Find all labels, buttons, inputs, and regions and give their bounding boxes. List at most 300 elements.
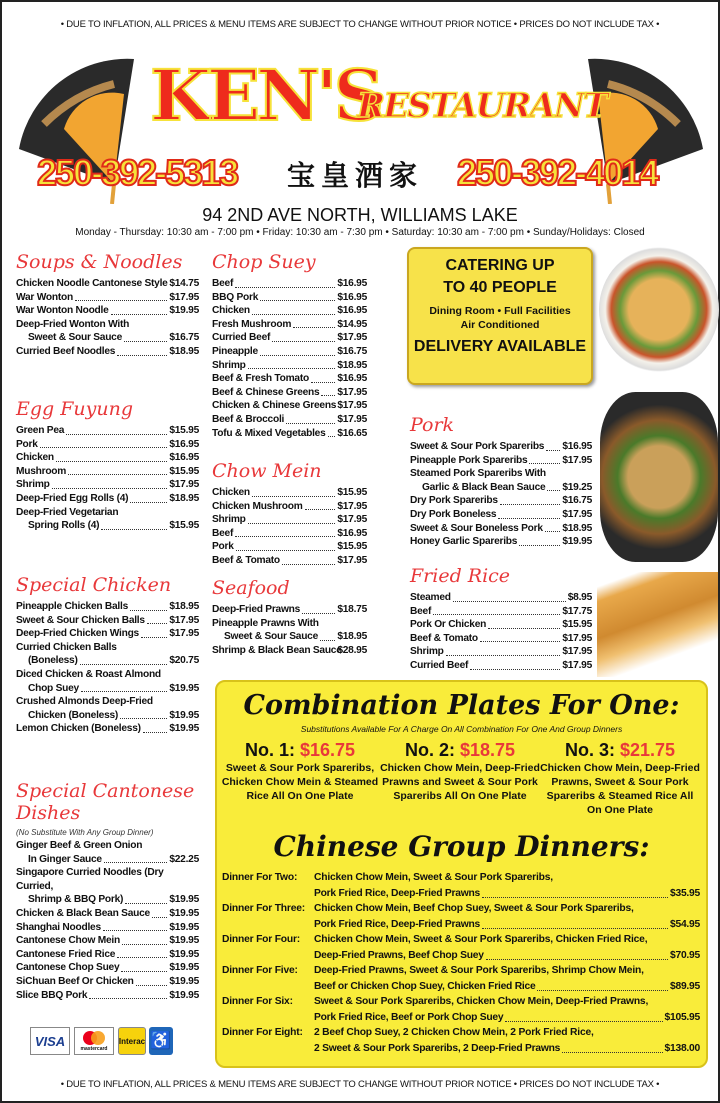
- item-name: Shrimp: [212, 359, 246, 371]
- section-egg-fuyung: [16, 398, 199, 533]
- dinner-items: Beef or Chicken Chop Suey, Chicken Fried Rice: [314, 980, 536, 992]
- dinner-label: Dinner For Four:: [222, 934, 301, 945]
- item-price: $18.75: [337, 604, 367, 615]
- item-price: $19.95: [169, 921, 199, 933]
- section-title: Chop Suey: [212, 251, 316, 273]
- item-name: Lemon Chicken (Boneless): [16, 723, 141, 735]
- menu-item: [16, 853, 199, 867]
- item-name: Curried Beef: [410, 659, 469, 671]
- item-price: $15.95: [169, 465, 199, 477]
- item-name: Steamed: [410, 592, 451, 603]
- item-name: Shrimp: [212, 514, 246, 526]
- item-name: Crushed Almonds Deep-Fried: [16, 696, 153, 708]
- combo-plate-1: [220, 740, 380, 803]
- item-name: Beef & Chinese Greens: [212, 386, 320, 398]
- dinner-line1: 2 Beef Chop Suey, 2 Chicken Chow Mein, 2 Pork Fried Rice,: [314, 1027, 594, 1038]
- dinner-price: $54.95: [670, 918, 700, 930]
- plate-label: No. 3:: [564, 740, 615, 760]
- dot-leader: [311, 382, 335, 383]
- accessible-icon: ♿: [149, 1027, 173, 1055]
- menu-item: [16, 519, 199, 533]
- item-name: Sweet & Sour Chicken Balls: [16, 614, 145, 626]
- dinner-items: Pork Fried Rice, Deep-Fried Prawns: [314, 918, 481, 930]
- plate-price: $16.75: [299, 740, 356, 760]
- item-price: $16.95: [337, 305, 367, 317]
- item-name: Dry Pork Spareribs: [410, 495, 498, 507]
- item-price: $15.95: [169, 425, 199, 436]
- item-name: Chicken: [212, 305, 250, 317]
- dinner-items: Pork Fried Rice, Deep-Fried Prawns: [314, 887, 481, 899]
- item-name: Curried Beef: [212, 332, 271, 344]
- dinner-label: Dinner For Five:: [222, 965, 298, 976]
- plate-desc: Sweet & Sour Pork Spareribs, Chicken Chow Mein & Steamed Rice All On One Plate: [221, 762, 379, 802]
- spacer: [222, 1010, 314, 1026]
- dinner-row: [222, 870, 700, 886]
- plate-label: No. 2:: [404, 740, 455, 760]
- dot-leader: [136, 985, 168, 986]
- dinner-line1: Chicken Chow Mein, Beef Chop Suey, Sweet & Sour Pork Spareribs,: [314, 903, 634, 914]
- menu-item: [16, 424, 199, 438]
- catering-line3: Dining Room • Full Facilities: [429, 305, 571, 317]
- item-name-cont: In Ginger Sauce: [28, 853, 102, 865]
- item-price: $19.95: [169, 682, 199, 694]
- item-name: Pineapple Pork Spareribs: [410, 454, 528, 466]
- plate-price: $21.75: [619, 740, 676, 760]
- menu-item-line: [16, 695, 199, 709]
- dot-leader: [545, 531, 561, 532]
- item-price: $18.95: [169, 345, 199, 357]
- dinner-row-cont: [222, 979, 700, 995]
- item-price: $19.95: [169, 894, 199, 906]
- dot-leader: [121, 971, 167, 972]
- item-name: SiChuan Beef Or Chicken: [16, 975, 134, 987]
- menu-item: [16, 948, 199, 962]
- item-name: War Wonton: [16, 291, 73, 303]
- dot-leader: [500, 504, 561, 505]
- menu-item: [16, 654, 199, 668]
- item-name: Beef: [410, 605, 432, 617]
- item-price: $18.95: [169, 601, 199, 612]
- combo-title: Combination Plates For One:: [243, 690, 680, 721]
- item-name: Chicken Mushroom: [212, 500, 303, 512]
- item-price: $28.95: [337, 644, 367, 656]
- menu-item: [16, 331, 199, 345]
- item-name: Beef: [212, 527, 234, 539]
- dot-leader: [529, 463, 560, 464]
- item-name-cont: Chop Suey: [28, 682, 79, 694]
- dinner-items: 2 Sweet & Sour Pork Spareribs, 2 Deep-Fried Prawns: [314, 1042, 561, 1054]
- menu-item: [212, 372, 367, 386]
- item-price: $17.95: [337, 332, 367, 344]
- section-title: Special Chicken: [16, 574, 172, 596]
- menu-item: [16, 893, 199, 907]
- dot-leader: [260, 300, 335, 301]
- item-price: $19.95: [169, 989, 199, 1001]
- section-pork: [410, 414, 592, 549]
- item-price: $16.95: [562, 441, 592, 452]
- item-name: Pork Or Chicken: [410, 619, 487, 631]
- menu-item: [410, 605, 592, 619]
- dot-leader: [117, 355, 167, 356]
- dot-leader: [252, 496, 335, 497]
- item-name-cont: Chicken (Boneless): [28, 709, 119, 721]
- dot-leader: [498, 518, 560, 519]
- menu-item: [212, 500, 367, 514]
- item-name: Pineapple Prawns With: [212, 617, 319, 629]
- dot-leader: [433, 614, 560, 615]
- bottom-notice: • DUE TO INFLATION, ALL PRICES & MENU ITEMS ARE SUBJECT TO CHANGE WITHOUT PRIOR NOTICE • PRICES DO NOT INCLUDE TAX •: [60, 1079, 660, 1090]
- dinner-line1: Deep-Fried Prawns, Sweet & Sour Pork Spareribs, Shrimp Chow Mein,: [314, 965, 644, 976]
- item-price: $14.75: [169, 278, 199, 289]
- dot-leader: [122, 944, 167, 945]
- logo-restaurant: RESTAURANT: [357, 86, 607, 126]
- item-price: $15.95: [337, 541, 367, 553]
- item-name-cont: Sweet & Sour Sauce: [28, 332, 123, 344]
- menu-item: [16, 709, 199, 723]
- item-name: BBQ Pork: [212, 291, 259, 303]
- logo-kens: KEN'S: [150, 54, 381, 137]
- spacer: [222, 917, 314, 933]
- dinner-price: $35.95: [670, 887, 700, 899]
- item-price: $16.75: [562, 495, 592, 507]
- item-price: $17.95: [337, 514, 367, 526]
- item-price: $17.95: [562, 659, 592, 671]
- item-name: Cantonese Chow Mein: [16, 935, 120, 947]
- menu-item: [410, 535, 592, 549]
- menu-item: [212, 513, 367, 527]
- dinner-row-cont: [222, 917, 700, 933]
- dot-leader: [248, 368, 336, 369]
- spacer: [222, 886, 314, 902]
- item-name: Green Pea: [16, 425, 65, 436]
- menu-item: [16, 975, 199, 989]
- combo-plate-3: [540, 740, 700, 817]
- menu-item: [16, 304, 199, 318]
- catering-box: [407, 247, 593, 385]
- menu-item: [16, 492, 199, 506]
- dot-leader: [80, 664, 168, 665]
- group-dinners-title: Chinese Group Dinners:: [273, 830, 650, 863]
- spacer: [222, 979, 314, 995]
- mastercard-icon: [81, 1030, 107, 1046]
- menu-item: [212, 304, 367, 318]
- dot-leader: [248, 523, 336, 524]
- item-price: $17.95: [562, 508, 592, 520]
- dinner-line2: [314, 886, 700, 902]
- item-price: $19.25: [562, 481, 592, 493]
- section-fried-rice: [410, 565, 592, 673]
- item-price: $19.95: [562, 536, 592, 548]
- section-chow-mein: [212, 460, 367, 568]
- chinese-name: 宝皇酒家: [287, 159, 424, 192]
- item-price: $15.95: [562, 619, 592, 631]
- combo-subtitle: Substitutions Available For A Charge On All Combination For One And Group Dinners: [300, 724, 623, 734]
- dinner-line2: [314, 948, 700, 964]
- dot-leader: [293, 327, 335, 328]
- item-price: $16.95: [337, 291, 367, 303]
- noodle-dish-image: [599, 247, 719, 372]
- section-title: Chow Mein: [212, 460, 322, 482]
- visa-logo: VISA: [30, 1027, 70, 1055]
- chow-mein-image: [600, 392, 718, 562]
- dot-leader: [282, 564, 335, 565]
- menu-item-line: [16, 641, 199, 655]
- menu-item: [410, 659, 592, 673]
- menu-item: [16, 465, 199, 479]
- dinner-row-cont: [222, 1010, 700, 1026]
- dot-leader: [286, 423, 335, 424]
- menu-item: [212, 527, 367, 541]
- plate-price: $18.75: [459, 740, 516, 760]
- item-price: $19.95: [169, 935, 199, 947]
- item-price: $15.95: [337, 487, 367, 498]
- item-name: War Wonton Noodle: [16, 305, 109, 317]
- dinner-row: [222, 901, 700, 917]
- menu-item: [212, 427, 367, 441]
- item-name: Dry Pork Boneless: [410, 508, 497, 520]
- menu-item: [16, 921, 199, 935]
- menu-item: [16, 345, 199, 359]
- section-seafood: [212, 577, 367, 657]
- item-name: Chicken & Chinese Greens: [212, 400, 337, 412]
- menu-item: [212, 331, 367, 345]
- item-name: Chicken Noodle Cantonese Style: [16, 278, 168, 289]
- menu-item: [212, 277, 367, 291]
- menu-item-line: [16, 668, 199, 682]
- spring-rolls-image: [597, 572, 718, 677]
- dinner-line1: Sweet & Sour Pork Spareribs, Chicken Chow Mein, Deep-Fried Prawns,: [314, 996, 649, 1007]
- dot-leader: [321, 395, 335, 396]
- dot-leader: [470, 669, 560, 670]
- item-name: Pork: [16, 438, 38, 450]
- menu-item: [410, 494, 592, 508]
- item-name: Sweet & Sour Pork Spareribs: [410, 441, 545, 452]
- item-price: $16.95: [337, 527, 367, 539]
- item-name: Cantonese Fried Rice: [16, 948, 116, 960]
- menu-item: [16, 291, 199, 305]
- item-price: $17.95: [337, 386, 367, 398]
- item-price: $18.95: [562, 522, 592, 534]
- item-price: $16.75: [169, 332, 199, 344]
- menu-item: [16, 934, 199, 948]
- dinner-row-cont: [222, 948, 700, 964]
- dot-leader: [68, 474, 167, 475]
- interac-logo: Interac: [118, 1027, 146, 1055]
- item-price: $17.95: [169, 479, 199, 491]
- dot-leader: [101, 529, 167, 530]
- item-name: Curried Beef Noodles: [16, 345, 116, 357]
- catering-line1: CATERING UP: [445, 257, 555, 274]
- item-price: $17.95: [169, 628, 199, 640]
- dinner-label: Dinner For Eight:: [222, 1027, 303, 1038]
- dinner-row: [222, 963, 700, 979]
- menu-item: [212, 345, 367, 359]
- menu-item: [16, 989, 199, 1003]
- item-name: Slice BBQ Pork: [16, 989, 88, 1001]
- menu-item: [16, 451, 199, 465]
- item-price: $22.25: [169, 853, 199, 865]
- dot-leader: [152, 917, 167, 918]
- item-name: Ginger Beef & Green Onion: [16, 840, 143, 851]
- section-title: Soups & Noodles: [16, 251, 183, 273]
- dot-leader: [320, 640, 335, 641]
- dot-leader: [40, 447, 168, 448]
- dot-leader: [328, 436, 336, 437]
- item-price: $19.95: [169, 975, 199, 987]
- item-name-cont: (Boneless): [28, 655, 78, 667]
- dot-leader: [130, 502, 167, 503]
- catering-line2: TO 40 PEOPLE: [443, 279, 557, 296]
- item-price: $17.95: [562, 632, 592, 644]
- menu-item-line: [16, 318, 199, 332]
- dot-leader: [143, 732, 168, 733]
- dot-leader: [537, 990, 668, 991]
- dot-leader: [66, 434, 167, 435]
- menu-item: [16, 600, 199, 614]
- menu-item: [16, 907, 199, 921]
- item-name: Singapore Curried Noodles (Dry Curried,: [16, 867, 164, 892]
- item-price: $18.95: [337, 359, 367, 371]
- item-name: Fresh Mushroom: [212, 318, 292, 330]
- dot-leader: [81, 691, 167, 692]
- phone-number-2[interactable]: 250-392-4014: [457, 152, 658, 193]
- item-price: $16.65: [337, 427, 367, 439]
- dinner-line2: [314, 917, 700, 933]
- item-name: Mushroom: [16, 465, 67, 477]
- dot-leader: [111, 314, 168, 315]
- item-name: Tofu & Mixed Vegetables: [212, 427, 326, 439]
- dot-leader: [482, 928, 668, 929]
- item-price: $14.95: [337, 318, 367, 330]
- dot-leader: [272, 341, 335, 342]
- dot-leader: [546, 450, 560, 451]
- item-name: Chicken & Black Bean Sauce: [16, 907, 150, 919]
- item-name: Pineapple Chicken Balls: [16, 601, 129, 612]
- dot-leader: [547, 490, 560, 491]
- dot-leader: [75, 300, 167, 301]
- dinner-line1: Chicken Chow Mein, Sweet & Sour Pork Spareribs, Chicken Fried Rice,: [314, 934, 648, 945]
- item-name-cont: Shrimp & BBQ Pork): [28, 894, 124, 906]
- menu-item: [16, 277, 199, 291]
- dot-leader: [505, 1021, 662, 1022]
- menu-item: [212, 386, 367, 400]
- phone-number-1[interactable]: 250-392-5313: [37, 152, 238, 193]
- menu-item: [410, 481, 592, 495]
- menu-item: [212, 603, 367, 617]
- menu-item: [16, 627, 199, 641]
- dinner-price: $89.95: [670, 980, 700, 992]
- item-name: Deep-Fried Vegetarian: [16, 506, 119, 518]
- item-price: $17.95: [562, 646, 592, 658]
- dinner-price: $138.00: [664, 1042, 700, 1054]
- item-price: $19.95: [169, 709, 199, 721]
- item-name: Shrimp: [410, 646, 444, 658]
- item-name: Shrimp: [16, 479, 50, 491]
- item-price: $15.95: [169, 520, 199, 532]
- dinner-line2: [314, 1041, 700, 1057]
- menu-item: [410, 522, 592, 536]
- menu-item: [212, 359, 367, 373]
- dot-leader: [120, 718, 167, 719]
- spacer: [222, 1041, 314, 1057]
- dot-leader: [89, 998, 167, 999]
- menu-item-line: [212, 617, 367, 631]
- top-notice: • DUE TO INFLATION, ALL PRICES & MENU ITEMS ARE SUBJECT TO CHANGE WITHOUT PRIOR NOTICE • PRICES DO NOT INCLUDE TAX •: [60, 19, 660, 30]
- mastercard-logo: [74, 1027, 114, 1055]
- dot-leader: [147, 623, 168, 624]
- dot-leader: [141, 637, 167, 638]
- menu-item: [410, 440, 592, 454]
- dinner-price: $70.95: [670, 949, 700, 961]
- plate-label: No. 1:: [244, 740, 295, 760]
- dinner-row-cont: [222, 886, 700, 902]
- menu-item: [16, 682, 199, 696]
- dinner-label: Dinner For Three:: [222, 903, 305, 914]
- item-name: Shanghai Noodles: [16, 921, 101, 933]
- item-price: $17.95: [169, 614, 199, 626]
- item-name-cont: Spring Rolls (4): [28, 520, 100, 532]
- dinner-row: [222, 932, 700, 948]
- dot-leader: [480, 641, 560, 642]
- item-price: $16.95: [169, 452, 199, 464]
- dot-leader: [482, 897, 668, 898]
- menu-item: [410, 454, 592, 468]
- item-name: Diced Chicken & Roast Almond: [16, 668, 161, 680]
- item-name: Beef: [212, 278, 234, 289]
- dot-leader: [103, 930, 167, 931]
- dot-leader: [486, 959, 668, 960]
- dinner-price: $105.95: [664, 1011, 700, 1023]
- item-price: $8.95: [567, 592, 592, 603]
- item-name: Curried Chicken Balls: [16, 641, 117, 653]
- menu-item: [212, 486, 367, 500]
- menu-item: [410, 508, 592, 522]
- menu-item-line: [410, 467, 592, 481]
- item-price: $16.95: [169, 438, 199, 450]
- menu-item: [410, 591, 592, 605]
- item-name-cont: Garlic & Black Bean Sauce: [422, 481, 546, 493]
- opening-hours: Monday - Thursday: 10:30 am - 7:00 pm • Friday: 10:30 am - 7:30 pm • Saturday: 10:30 am - 7:00 pm • Sunday/Holidays: Closed: [75, 227, 645, 238]
- dot-leader: [235, 287, 335, 288]
- dot-leader: [130, 610, 167, 611]
- item-price: $19.95: [169, 907, 199, 919]
- item-price: $19.95: [169, 723, 199, 735]
- dinner-line1: Chicken Chow Mein, Sweet & Sour Pork Spareribs,: [314, 872, 553, 883]
- item-name: Cantonese Chop Suey: [16, 962, 120, 974]
- section-special-chicken: [16, 574, 199, 736]
- address: 94 2ND AVE NORTH, WILLIAMS LAKE: [202, 205, 518, 225]
- plate-desc: Chicken Chow Mein, Deep-Fried Prawns and Sweet & Sour Pork Spareribs All On One Plate: [380, 762, 540, 802]
- dot-leader: [117, 957, 167, 958]
- item-price: $17.95: [562, 454, 592, 466]
- spacer: [222, 948, 314, 964]
- dot-leader: [252, 314, 335, 315]
- item-name: Chicken: [212, 487, 250, 498]
- item-name: Pineapple: [212, 345, 258, 357]
- item-name: Deep-Fried Wonton With: [16, 318, 130, 330]
- catering-line4: Air Conditioned: [460, 319, 540, 331]
- item-name: Pork: [212, 541, 234, 553]
- dot-leader: [260, 355, 335, 356]
- menu-item-line: [16, 839, 199, 853]
- section-title: Egg Fuyung: [16, 398, 134, 420]
- dot-leader: [446, 655, 561, 656]
- dot-leader: [52, 488, 168, 489]
- item-price: $18.95: [337, 631, 367, 643]
- section-chop-suey: [212, 251, 367, 440]
- menu-item: [212, 413, 367, 427]
- menu-item: [410, 645, 592, 659]
